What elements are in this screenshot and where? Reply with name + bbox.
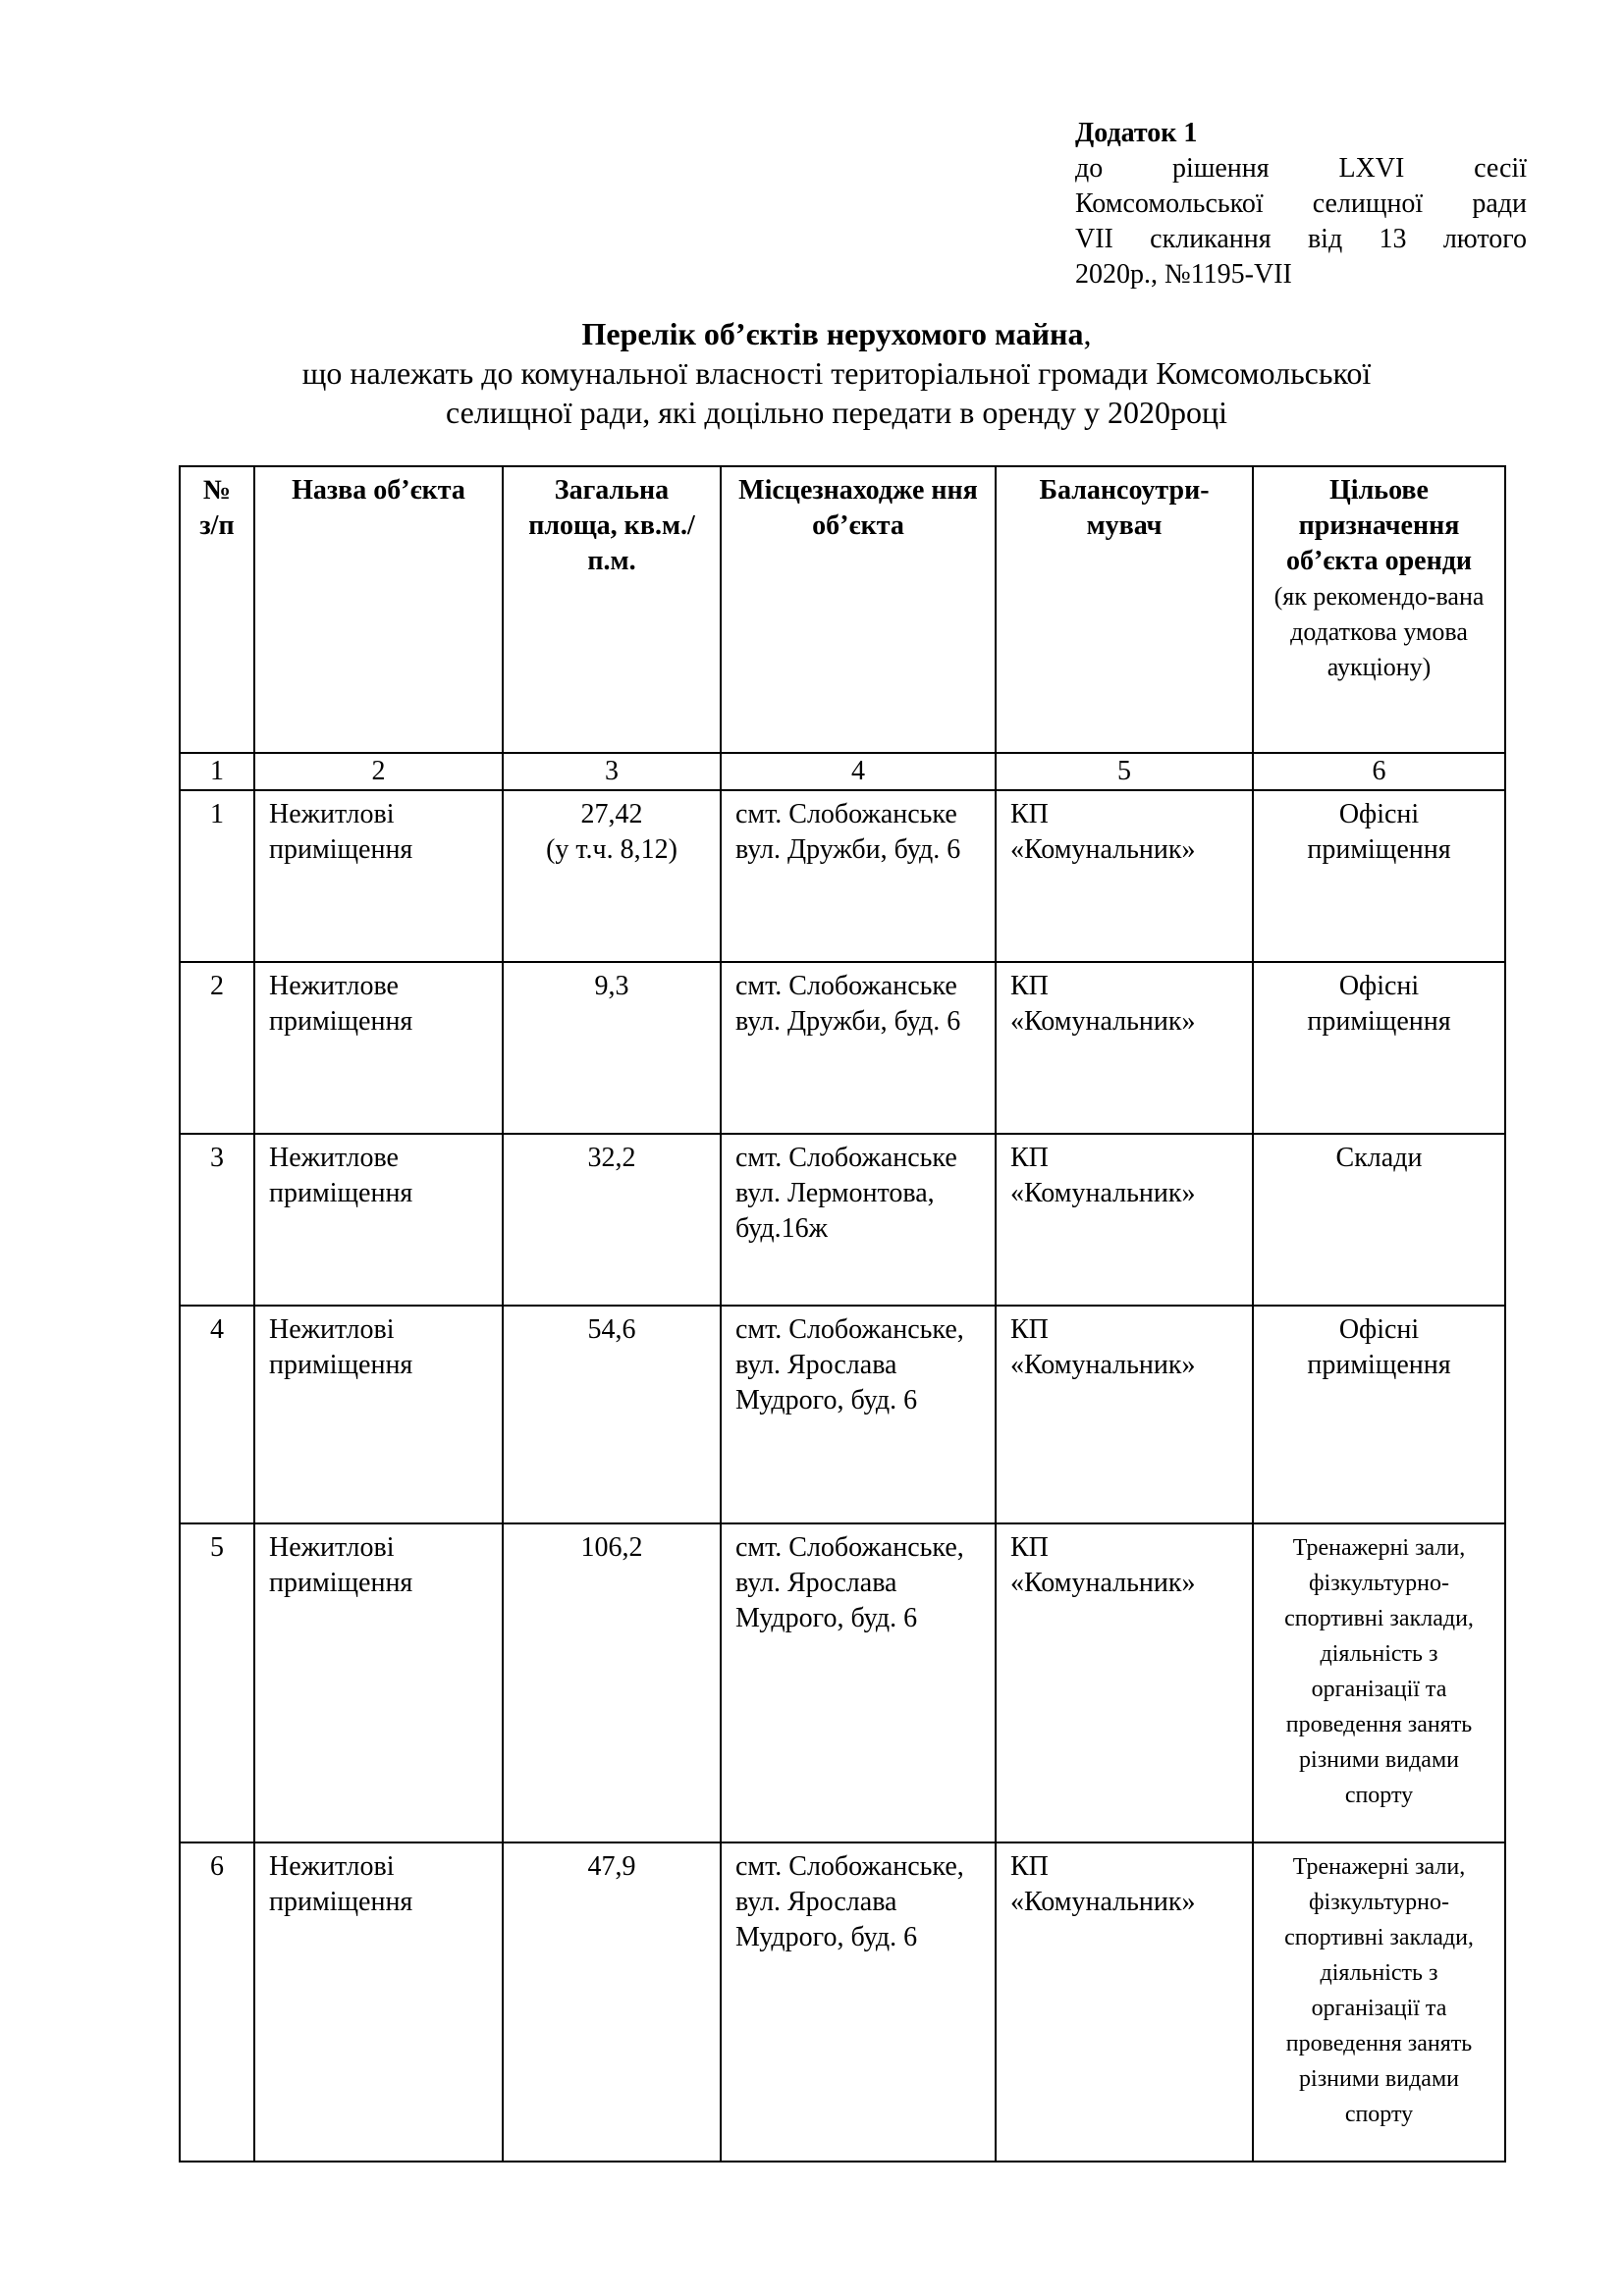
addendum-line: до рішення LXVI сесії: [1075, 153, 1527, 184]
addendum-block: [1075, 116, 1527, 293]
row-holder: КП «Комунальник»: [996, 790, 1253, 962]
addendum-line: VII скликання від 13 лютого: [1075, 224, 1527, 254]
row-location: смт. Слобожанське вул. Лермонтова, буд.16ж: [721, 1134, 996, 1306]
row-location: смт. Слобожанське, вул. Ярослава Мудрого, буд. 6: [721, 1842, 996, 2162]
title-suffix: ,: [1083, 316, 1092, 351]
row-num: 2: [180, 962, 254, 1134]
row-area: [503, 790, 721, 962]
column-number: 4: [721, 753, 996, 790]
row-holder: КП «Комунальник»: [996, 962, 1253, 1134]
row-purpose: Тренажерні зали, фізкультурно-спортивні заклади, діяльність з організації та проведення занять різними видами спорту: [1253, 1523, 1505, 1842]
table-row: [180, 1523, 1505, 1842]
row-name: Нежитлові приміщення: [254, 790, 503, 962]
row-name: Нежитлові приміщення: [254, 1306, 503, 1523]
table-row: [180, 790, 1505, 962]
column-number: 2: [254, 753, 503, 790]
row-area-value: 106,2: [580, 1532, 643, 1563]
row-purpose: Офісні приміщення: [1253, 1306, 1505, 1523]
heading-line-3: селищної ради, які доцільно передати в оренду у 2020році: [446, 395, 1227, 430]
row-num: 1: [180, 790, 254, 962]
row-area: [503, 962, 721, 1134]
row-location: смт. Слобожанське, вул. Ярослава Мудрого, буд. 6: [721, 1523, 996, 1842]
addendum-line: Комсомольської селищної ради: [1075, 188, 1527, 219]
header-area: Загальна площа, кв.м./п.м.: [503, 466, 721, 753]
row-name: Нежитлове приміщення: [254, 962, 503, 1134]
row-holder: КП «Комунальник»: [996, 1134, 1253, 1306]
column-number: 3: [503, 753, 721, 790]
row-area: [503, 1134, 721, 1306]
table-row: [180, 1134, 1505, 1306]
header-holder: Балансоутри-мувач: [996, 466, 1253, 753]
row-area-value: 32,2: [587, 1143, 636, 1173]
table-header-row: [180, 466, 1505, 753]
row-area-value: 9,3: [594, 971, 629, 1001]
document-title: Перелік об’єктів нерухомого майна: [581, 316, 1084, 351]
row-num: 6: [180, 1842, 254, 2162]
row-area-value: 47,9: [587, 1851, 636, 1882]
row-location: смт. Слобожанське вул. Дружби, буд. 6: [721, 962, 996, 1134]
row-holder: КП «Комунальник»: [996, 1523, 1253, 1842]
row-num: 4: [180, 1306, 254, 1523]
header-purpose-note: (як рекомендо-вана додаткова умова аукціону): [1273, 582, 1485, 681]
table-row: [180, 1306, 1505, 1523]
row-area-value: 27,42: [580, 799, 643, 829]
column-number: 5: [996, 753, 1253, 790]
document-heading: [179, 314, 1494, 432]
row-area-note: (у т.ч. 8,12): [546, 834, 677, 865]
header-purpose-title: Цільове призначення об’єкта оренди: [1285, 475, 1473, 576]
row-name: Нежитлові приміщення: [254, 1523, 503, 1842]
header-location: Місцезнаходже ння об’єкта: [721, 466, 996, 753]
column-number-row: [180, 753, 1505, 790]
row-num: 5: [180, 1523, 254, 1842]
header-purpose: [1253, 466, 1505, 753]
row-purpose: Офісні приміщення: [1253, 962, 1505, 1134]
column-number: 1: [180, 753, 254, 790]
row-name: Нежитлові приміщення: [254, 1842, 503, 2162]
row-area: [503, 1306, 721, 1523]
header-name: Назва об’єкта: [254, 466, 503, 753]
row-area-value: 54,6: [587, 1314, 636, 1345]
row-name: Нежитлове приміщення: [254, 1134, 503, 1306]
row-area: [503, 1523, 721, 1842]
addendum-title: Додаток 1: [1075, 118, 1198, 148]
addendum-line: 2020р., №1195-VII: [1075, 259, 1292, 290]
row-area: [503, 1842, 721, 2162]
table-row: [180, 1842, 1505, 2162]
row-location: смт. Слобожанське, вул. Ярослава Мудрого, буд. 6: [721, 1306, 996, 1523]
property-table: [179, 465, 1506, 2163]
table-row: [180, 962, 1505, 1134]
row-purpose: Склади: [1253, 1134, 1505, 1306]
header-num: № з/п: [180, 466, 254, 753]
column-number: 6: [1253, 753, 1505, 790]
row-num: 3: [180, 1134, 254, 1306]
row-purpose: Тренажерні зали, фізкультурно-спортивні заклади, діяльність з організації та проведення занять різними видами спорту: [1253, 1842, 1505, 2162]
row-holder: КП «Комунальник»: [996, 1842, 1253, 2162]
row-holder: КП «Комунальник»: [996, 1306, 1253, 1523]
row-purpose: Офісні приміщення: [1253, 790, 1505, 962]
heading-line-2: що належать до комунальної власності територіальної громади Комсомольської: [301, 355, 1372, 391]
row-location: смт. Слобожанське вул. Дружби, буд. 6: [721, 790, 996, 962]
